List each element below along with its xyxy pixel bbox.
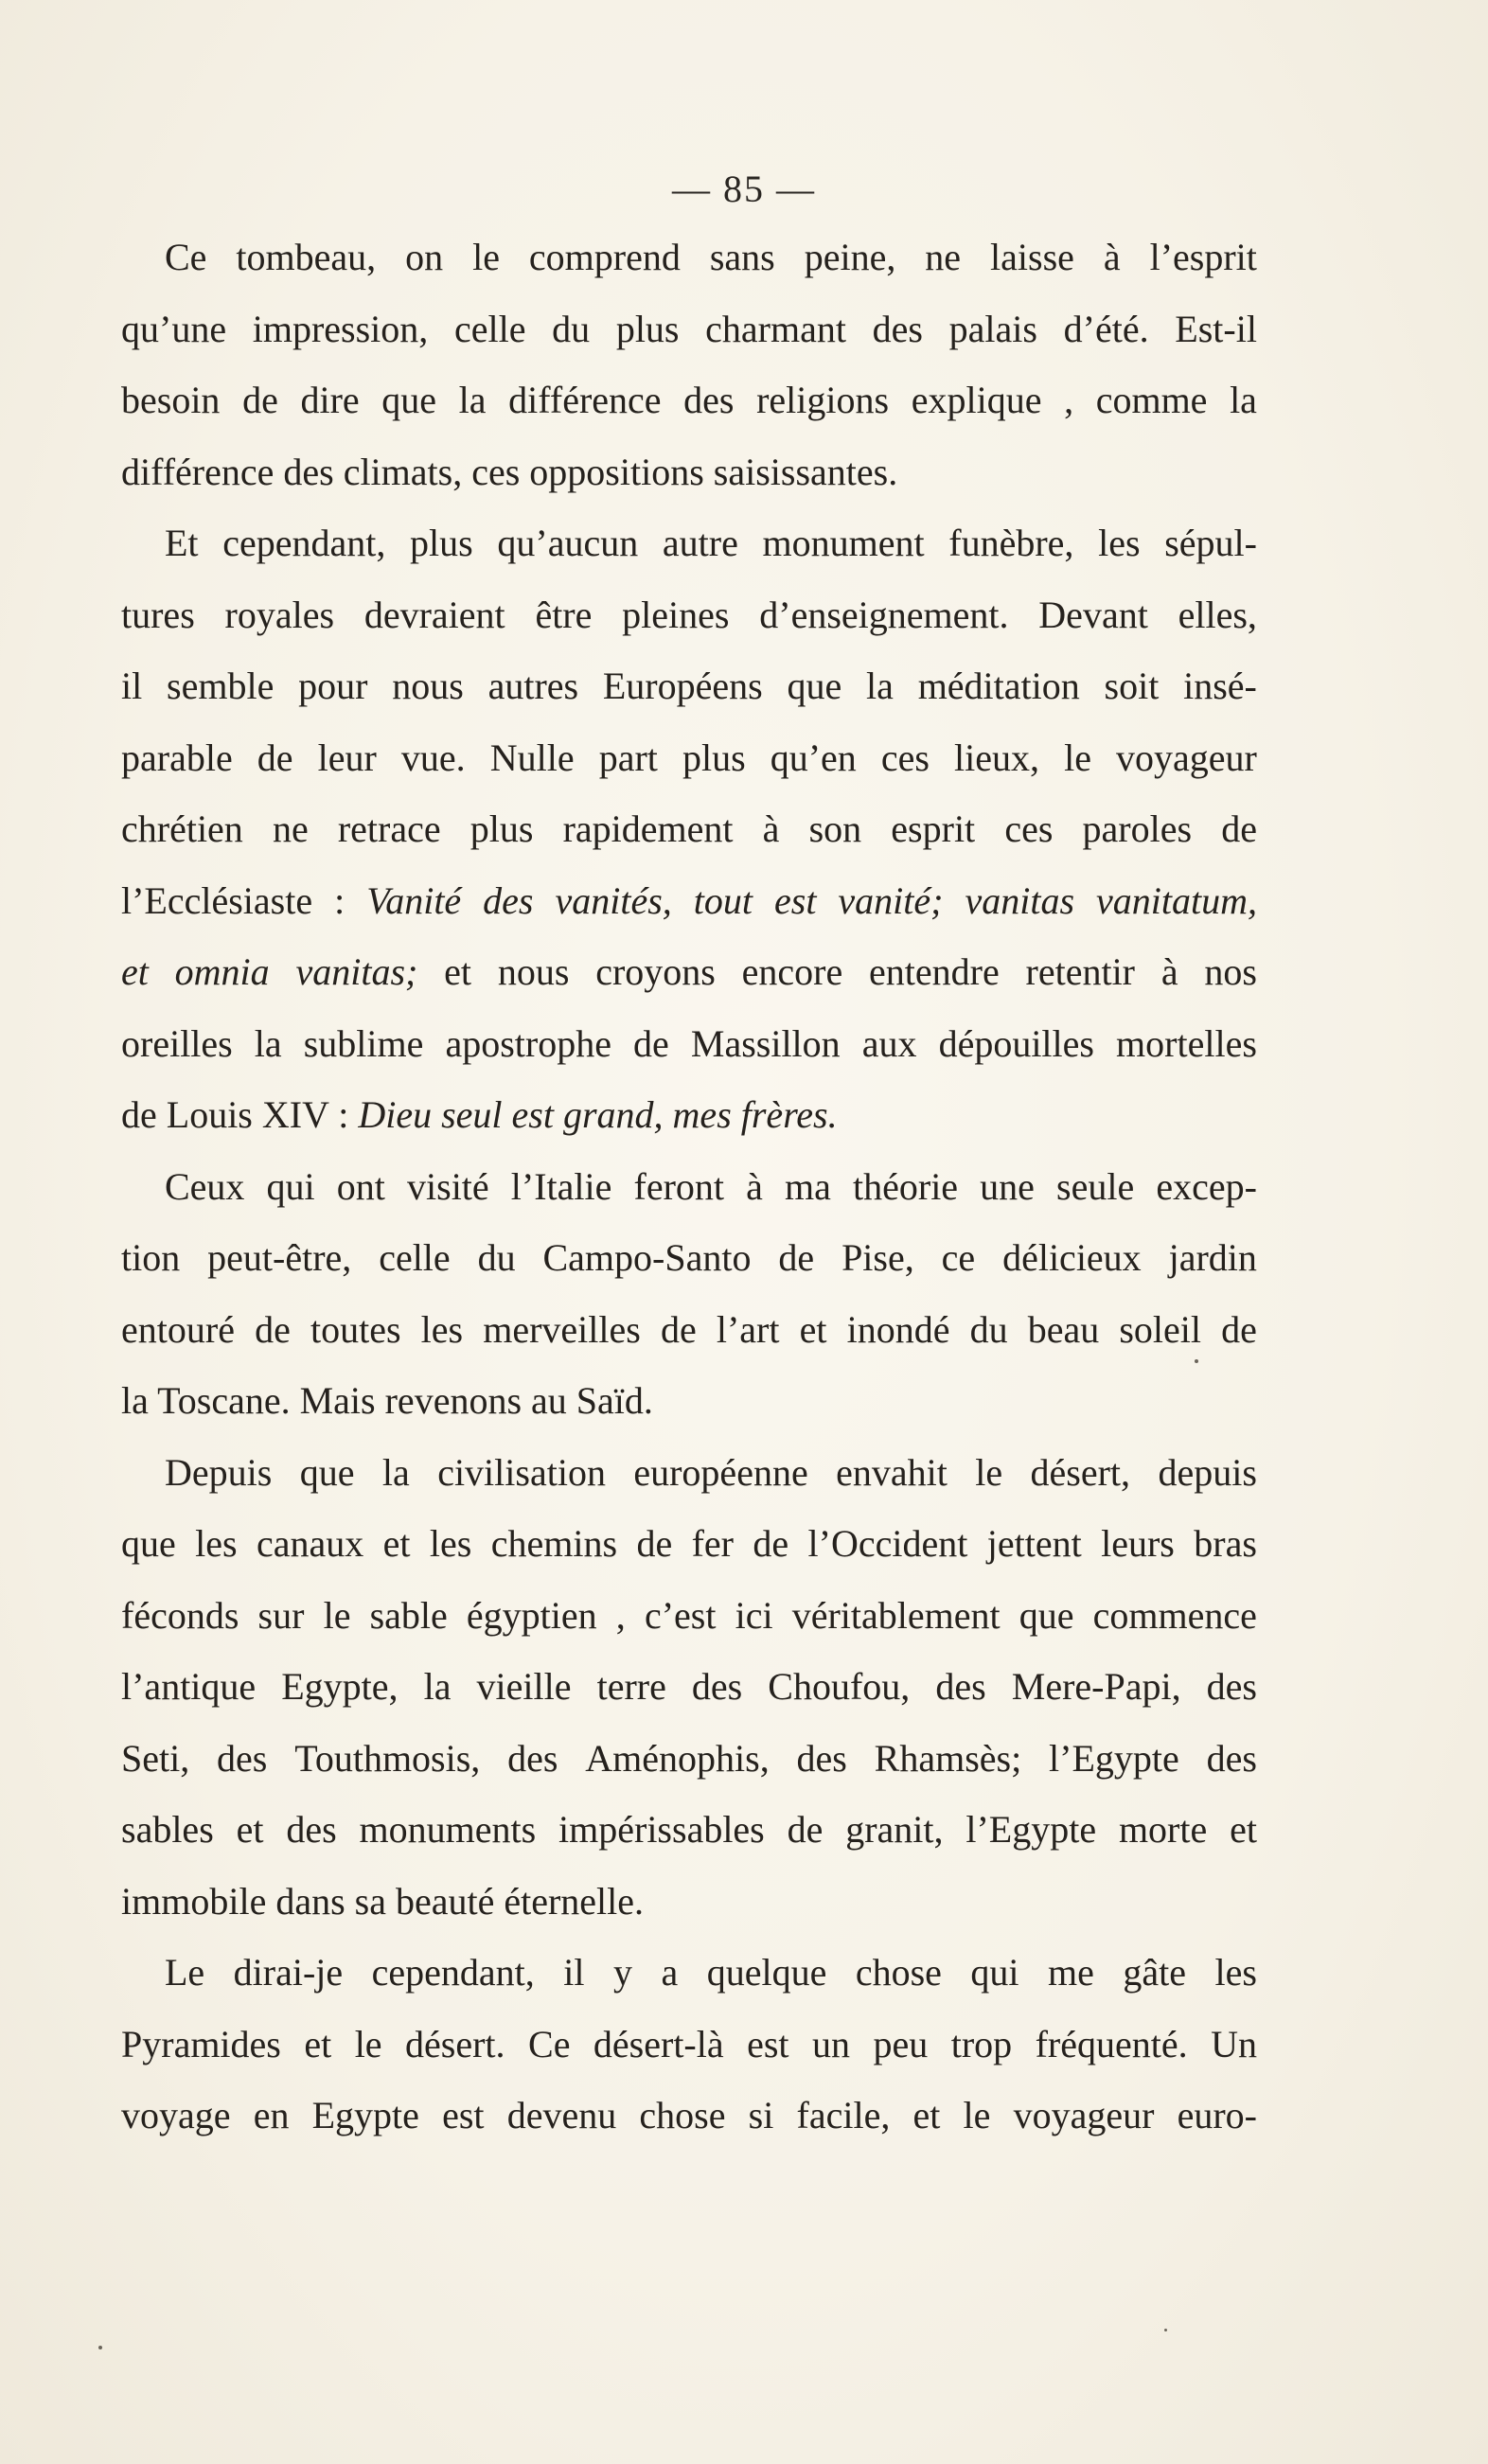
word: des — [935, 1665, 986, 1708]
word: inondé — [846, 1307, 950, 1351]
word: semble — [167, 665, 275, 707]
word: retrace — [337, 807, 441, 850]
text-line — [121, 1508, 1257, 1580]
italic-word: des — [483, 878, 534, 922]
word: la — [458, 379, 487, 421]
text-line — [121, 2080, 1257, 2152]
word: des — [691, 1665, 743, 1708]
word: comme — [1095, 379, 1208, 421]
text-line — [121, 222, 1257, 293]
word: méditation — [917, 665, 1080, 707]
text-line — [121, 1866, 1257, 1938]
word: Ce — [528, 2022, 571, 2065]
word: a — [661, 1951, 679, 1994]
text-line — [121, 2009, 1257, 2081]
word: morte — [1118, 1808, 1208, 1851]
word: , — [615, 1593, 626, 1637]
word: et — [799, 1307, 827, 1351]
text-line — [121, 1222, 1257, 1294]
word: paroles — [1082, 807, 1193, 850]
text-line — [121, 936, 1257, 1008]
word: cependant, — [222, 522, 386, 564]
word: ne — [272, 807, 309, 850]
word: royales — [224, 593, 335, 636]
paper-speck — [1164, 2329, 1167, 2331]
word: civilisation — [437, 1450, 606, 1494]
word: l’esprit — [1149, 236, 1257, 278]
word: nos — [1204, 950, 1257, 993]
italic-text: Dieu seul est grand, mes frères. — [358, 1093, 838, 1136]
italic-word: est — [774, 878, 817, 922]
word: qui — [266, 1164, 315, 1208]
word: seule — [1056, 1164, 1135, 1208]
text-line — [121, 1723, 1257, 1795]
word: depuis — [1158, 1450, 1257, 1494]
italic-word: vanité; — [838, 878, 944, 922]
word: qui — [970, 1951, 1019, 1994]
word: mortelles — [1116, 1021, 1257, 1065]
word: de — [255, 1307, 291, 1351]
word: gâte — [1123, 1951, 1186, 1994]
word: Pyramides — [121, 2022, 281, 2065]
text-line — [121, 793, 1257, 865]
word: de — [778, 1236, 815, 1279]
word: dire — [300, 379, 360, 421]
word: plus — [469, 807, 534, 850]
word: fer — [691, 1522, 734, 1565]
word: délicieux — [1002, 1236, 1142, 1279]
word: européenne — [633, 1450, 808, 1494]
word: me — [1048, 1951, 1094, 1994]
word: religions — [756, 379, 890, 421]
word: Campo-Santo — [542, 1236, 752, 1279]
word: que — [787, 665, 842, 707]
word: autre — [662, 522, 738, 564]
word: et — [236, 1808, 264, 1851]
word: leurs — [1101, 1522, 1175, 1565]
word: monument — [762, 522, 925, 564]
word: Choufou, — [768, 1665, 911, 1708]
text-segment: de Louis XIV : — [121, 1093, 359, 1136]
word: dépouilles — [938, 1021, 1094, 1065]
word: du — [477, 1236, 516, 1279]
word: devraient — [363, 593, 505, 636]
word: le — [1064, 736, 1091, 779]
word: funèbre, — [948, 522, 1074, 564]
word: entouré — [121, 1307, 235, 1351]
italic-word: vanitatum, — [1096, 878, 1257, 922]
word: du — [552, 307, 591, 350]
word: être — [535, 593, 593, 636]
italic-word: vanitas — [965, 878, 1075, 922]
word: sur — [257, 1593, 305, 1637]
word: commence — [1092, 1593, 1257, 1637]
word: facile, — [796, 2094, 891, 2136]
word: fréquenté. — [1035, 2022, 1188, 2065]
word: encore — [741, 950, 843, 993]
word: Devant — [1038, 593, 1148, 636]
word: que — [381, 379, 437, 421]
text-line — [121, 1651, 1257, 1723]
word: Est-il — [1175, 307, 1257, 350]
word: peut-être, — [207, 1236, 352, 1279]
word: des — [872, 307, 923, 350]
word: Le — [165, 1951, 205, 1994]
word: désert, — [1030, 1450, 1131, 1494]
word: c’est — [644, 1593, 717, 1637]
word: parable — [121, 736, 233, 779]
word: pour — [298, 665, 368, 707]
word: jardin — [1168, 1236, 1257, 1279]
word: envahit — [836, 1450, 948, 1494]
word: Seti, — [121, 1736, 190, 1780]
word: que — [121, 1522, 176, 1565]
word: comprend — [528, 236, 681, 278]
word: visité — [407, 1164, 489, 1208]
word: égyptien — [466, 1593, 597, 1637]
word: insé- — [1183, 665, 1257, 707]
text-segment: immobile dans sa beauté éternelle. — [121, 1879, 645, 1923]
word: Depuis — [165, 1450, 273, 1494]
word: le — [963, 2094, 991, 2136]
word: nous — [497, 950, 570, 993]
word: dirai-je — [233, 1951, 344, 1994]
word: voyageur — [1013, 2094, 1155, 2136]
text-line — [121, 293, 1257, 365]
word: sans — [709, 236, 775, 278]
word: l’Ecclésiaste — [121, 878, 313, 922]
word: monuments — [359, 1808, 537, 1851]
word: aux — [861, 1021, 917, 1065]
word: du — [969, 1307, 1008, 1351]
word: les — [420, 1307, 464, 1351]
text-line — [121, 1008, 1257, 1080]
word: un — [812, 2022, 850, 2065]
word: y — [613, 1951, 632, 1994]
word: part — [598, 736, 658, 779]
word: si — [748, 2094, 774, 2136]
word: charmant — [705, 307, 846, 350]
word: les — [1098, 522, 1141, 564]
word: besoin — [121, 379, 221, 421]
word: Egypte, — [281, 1665, 399, 1708]
word: le — [975, 1450, 1003, 1494]
word: qu’une — [121, 307, 227, 350]
word: qu’aucun — [497, 522, 639, 564]
word: féconds — [121, 1593, 239, 1637]
word: l’Occident — [807, 1522, 968, 1565]
word: et — [304, 2022, 332, 2065]
word: des — [1206, 1736, 1257, 1780]
word: et — [382, 1522, 411, 1565]
word: des — [796, 1736, 847, 1780]
word: rapidement — [562, 807, 734, 850]
word: Aménophis, — [585, 1736, 770, 1780]
word: Rhamsès; — [874, 1736, 1022, 1780]
word: véritablement — [791, 1593, 1001, 1637]
word: voyageur — [1116, 736, 1257, 779]
word: que — [1019, 1593, 1074, 1637]
word: oreilles — [121, 1021, 233, 1065]
word: tures — [121, 593, 195, 636]
word: d’enseignement. — [759, 593, 1009, 636]
word: ces — [1004, 807, 1054, 850]
word: à — [746, 1164, 763, 1208]
word: excep- — [1156, 1164, 1257, 1208]
word: et — [1230, 1808, 1257, 1851]
word: Ce — [165, 236, 207, 278]
word: le — [472, 236, 500, 278]
word: le — [354, 2022, 382, 2065]
word: plus — [410, 522, 473, 564]
word: feront — [633, 1164, 725, 1208]
word: différence — [508, 379, 662, 421]
word: sépul- — [1164, 522, 1257, 564]
word: leur — [317, 736, 377, 779]
word: Massillon — [690, 1021, 841, 1065]
word: ce — [941, 1236, 976, 1279]
word: de — [1221, 1307, 1257, 1351]
text-line — [121, 722, 1257, 794]
paper-speck — [98, 2346, 102, 2349]
text-segment: différence des climats, ces oppositions saisissantes. — [121, 450, 898, 493]
word: et — [444, 950, 472, 993]
word: est — [747, 2022, 789, 2065]
word: il — [563, 1951, 585, 1994]
word: Ceux — [165, 1164, 245, 1208]
italic-word: Vanité — [366, 878, 462, 922]
word: théorie — [853, 1164, 959, 1208]
word: les — [1214, 1951, 1257, 1994]
word: le — [323, 1593, 351, 1637]
word: : — [334, 878, 345, 922]
italic-word: vanités, — [555, 878, 672, 922]
word: merveilles — [483, 1307, 641, 1351]
text-line — [121, 650, 1257, 722]
word: l’Italie — [510, 1164, 612, 1208]
word: palais — [948, 307, 1037, 350]
word: lieux, — [954, 736, 1040, 779]
word: Nulle — [489, 736, 575, 779]
text-line — [121, 1794, 1257, 1866]
word: canaux — [256, 1522, 364, 1565]
word: apostrophe — [445, 1021, 611, 1065]
italic-word: tout — [693, 878, 753, 922]
word: autres — [487, 665, 579, 707]
word: Touthmosis, — [294, 1736, 481, 1780]
italic-word: omnia — [174, 950, 270, 993]
word: vue. — [400, 736, 466, 779]
word: beau — [1027, 1307, 1100, 1351]
word: voyage — [121, 2094, 231, 2136]
word: tombeau, — [236, 236, 377, 278]
word: que — [299, 1450, 355, 1494]
word: est — [442, 2094, 485, 2136]
word: désert-là — [593, 2022, 724, 2065]
word: désert. — [405, 2022, 505, 2065]
word: en — [253, 2094, 290, 2136]
word: des — [286, 1808, 337, 1851]
word: il — [121, 665, 143, 707]
word: quelque — [706, 1951, 827, 1994]
word: pleines — [622, 593, 730, 636]
word: soleil — [1119, 1307, 1202, 1351]
text-line — [121, 1437, 1257, 1509]
word: chose — [639, 2094, 726, 2136]
word: l’antique — [121, 1665, 257, 1708]
word: de — [257, 736, 293, 779]
word: les — [195, 1522, 238, 1565]
page-number: — 85 — — [672, 168, 816, 210]
word: de — [633, 1021, 669, 1065]
text-line — [121, 579, 1257, 651]
word: l’Egypte — [1049, 1736, 1179, 1780]
word: croyons — [595, 950, 716, 993]
word: vieille — [476, 1665, 572, 1708]
word: laisse — [990, 236, 1074, 278]
word: euro- — [1177, 2094, 1257, 2136]
word: la — [423, 1665, 452, 1708]
word: terre — [596, 1665, 666, 1708]
word: ont — [336, 1164, 385, 1208]
word: explique — [911, 379, 1042, 421]
word: sable — [369, 1593, 448, 1637]
word: chrétien — [121, 807, 243, 850]
word: de — [753, 1522, 789, 1565]
word: à — [1160, 950, 1178, 993]
word: la — [866, 665, 894, 707]
text-line — [121, 1365, 1257, 1437]
word: devenu — [506, 2094, 617, 2136]
word: sables — [121, 1808, 214, 1851]
word: elles, — [1178, 593, 1257, 636]
word: l’art — [716, 1307, 780, 1351]
word: ces — [880, 736, 930, 779]
word: entendre — [869, 950, 1000, 993]
word: la — [381, 1450, 410, 1494]
word: des — [507, 1736, 558, 1780]
word: de — [660, 1307, 697, 1351]
word: tion — [121, 1236, 181, 1279]
text-line — [121, 364, 1257, 436]
word: des — [683, 379, 735, 421]
italic-word: vanitas; — [295, 950, 418, 993]
text-line — [121, 1580, 1257, 1652]
word: des — [217, 1736, 268, 1780]
word: à — [762, 807, 780, 850]
text-line — [121, 436, 1257, 508]
word: les — [429, 1522, 472, 1565]
word: jettent — [986, 1522, 1082, 1565]
word: qu’en — [770, 736, 857, 779]
word: Européens — [602, 665, 763, 707]
word: Pise, — [841, 1236, 914, 1279]
word: ma — [785, 1164, 831, 1208]
italic-word: et — [121, 950, 149, 993]
word: impression, — [252, 307, 429, 350]
word: plus — [682, 736, 746, 779]
word: de — [636, 1522, 673, 1565]
word: de — [787, 1808, 824, 1851]
text-line — [121, 1937, 1257, 2009]
body-text — [121, 222, 1257, 2152]
word: ici — [735, 1593, 773, 1637]
word: Et — [165, 522, 199, 564]
word: soit — [1104, 665, 1160, 707]
word: bras — [1194, 1522, 1257, 1565]
word: celle — [453, 307, 526, 350]
word: l’Egypte — [965, 1808, 1097, 1851]
text-line — [121, 865, 1257, 937]
word: la — [1230, 379, 1257, 421]
word: d’été. — [1063, 307, 1149, 350]
word: on — [405, 236, 444, 278]
word: toutes — [310, 1307, 401, 1351]
word: à — [1103, 236, 1121, 278]
word: chemins — [490, 1522, 618, 1565]
word: retentir — [1025, 950, 1136, 993]
paper-speck — [1195, 1359, 1198, 1363]
word: de — [1221, 807, 1257, 850]
word: sublime — [303, 1021, 424, 1065]
word: granit, — [845, 1808, 944, 1851]
word: esprit — [891, 807, 976, 850]
word: Mere-Papi, — [1011, 1665, 1181, 1708]
word: et — [912, 2094, 941, 2136]
word: la — [254, 1021, 282, 1065]
word: peu — [873, 2022, 929, 2065]
word: Egypte — [311, 2094, 419, 2136]
word: peine, — [804, 236, 896, 278]
word: son — [808, 807, 862, 850]
word: nous — [392, 665, 464, 707]
word: ne — [925, 236, 962, 278]
word: celle — [379, 1236, 451, 1279]
word: trop — [950, 2022, 1013, 2065]
word: , — [1064, 379, 1074, 421]
word: Un — [1211, 2022, 1257, 2065]
text-line — [121, 507, 1257, 579]
word: plus — [615, 307, 680, 350]
text-line — [121, 1151, 1257, 1223]
text-line — [121, 1294, 1257, 1366]
word: une — [980, 1164, 1035, 1208]
word: cependant, — [371, 1951, 535, 1994]
word: des — [1206, 1665, 1257, 1708]
text-segment: la Toscane. Mais revenons au Saïd. — [121, 1379, 653, 1422]
text-line — [121, 1079, 1257, 1151]
word: impérissables — [558, 1808, 765, 1851]
word: de — [242, 379, 278, 421]
word: chose — [855, 1951, 942, 1994]
